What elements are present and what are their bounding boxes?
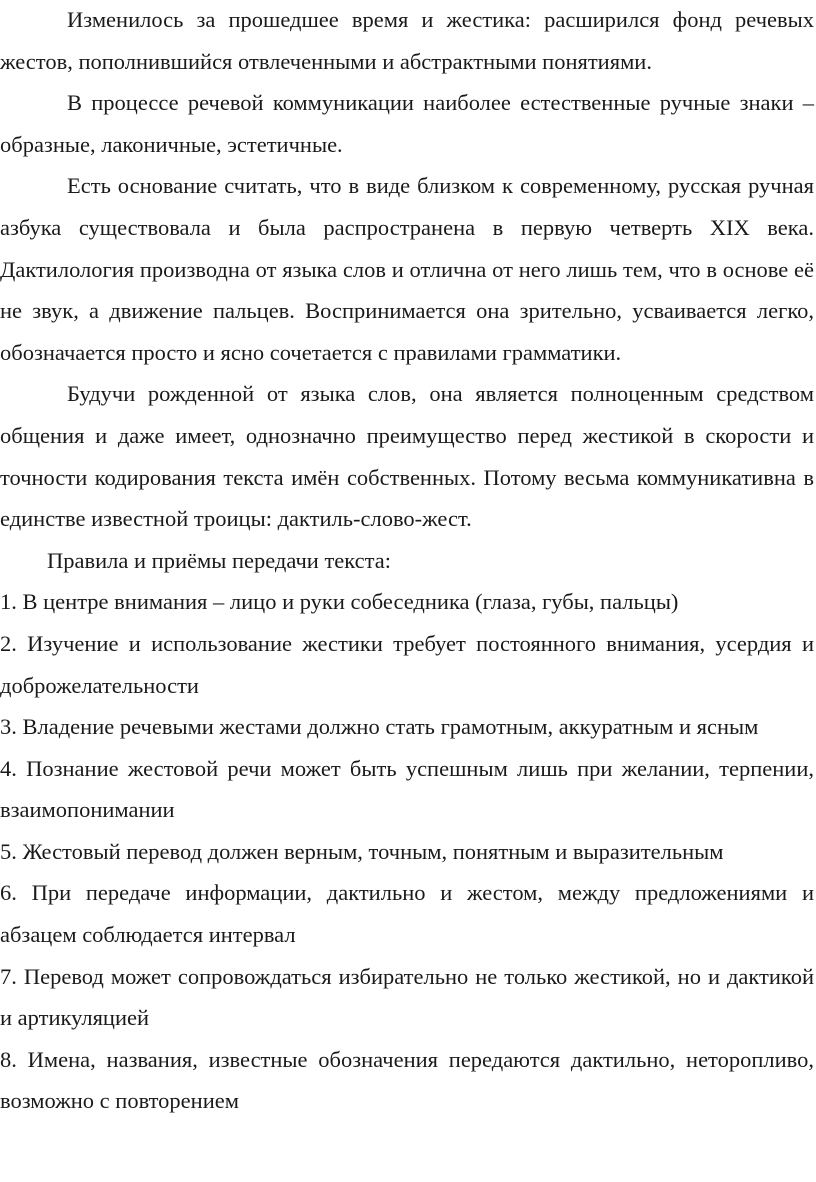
paragraph-manual-alphabet: Есть основание считать, что в виде близком к современному, русская ручная азбука существовала и была распространена в первую четверть XIX века. Дактилология производна от языка слов и отлична от него лишь тем, что в основе её не звук, а движение пальцев. Воспринимается она зрительно, усваивается легко, обозначается просто и ясно сочетается с правилами грамматики. — [0, 173, 814, 365]
rules-heading: Правила и приёмы передачи текста: — [47, 547, 391, 573]
list-item: 4. Познание жестовой речи может быть успешным лишь при желании, терпении, взаимопонимании — [0, 755, 814, 823]
paragraph-manual-signs: В процессе речевой коммуникации наиболее естественные ручные знаки – образные, лаконичные, эстетичные. — [0, 90, 814, 157]
paragraph-dactylology-advantages: Будучи рожденной от языка слов, она является полноценным средством общения и даже имеет, однозначно преимущество перед жестикой в скорости и точности кодирования текста имён собственных. Потому весьма коммуникативна в единстве известной троицы: дактиль-слово-жест. — [0, 381, 814, 532]
list-item: 3. Владение речевыми жестами должно стать грамотным, аккуратным и ясным — [0, 714, 759, 740]
list-item: 8. Имена, названия, известные обозначения передаются дактильно, неторопливо, возможно с повторением — [0, 1046, 814, 1114]
list-item: 6. При передаче информации, дактильно и жестом, между предложениями и абзацем соблюдается интервал — [0, 880, 814, 948]
list-item: 5. Жестовый перевод должен верным, точным, понятным и выразительным — [0, 838, 724, 864]
list-item: 1. В центре внимания – лицо и руки собеседника (глаза, губы, пальцы) — [0, 589, 679, 615]
paragraph-gestures-change: Изменилось за прошедшее время и жестика: расширился фонд речевых жестов, пополнившийся отвлеченными и абстрактными понятиями. — [0, 7, 814, 74]
list-item: 7. Перевод может сопровождаться избирательно не только жестикой, но и дактикой и артикуляцией — [0, 963, 814, 1031]
list-item: 2. Изучение и использование жестики требует постоянного внимания, усердия и доброжелательности — [0, 630, 814, 698]
